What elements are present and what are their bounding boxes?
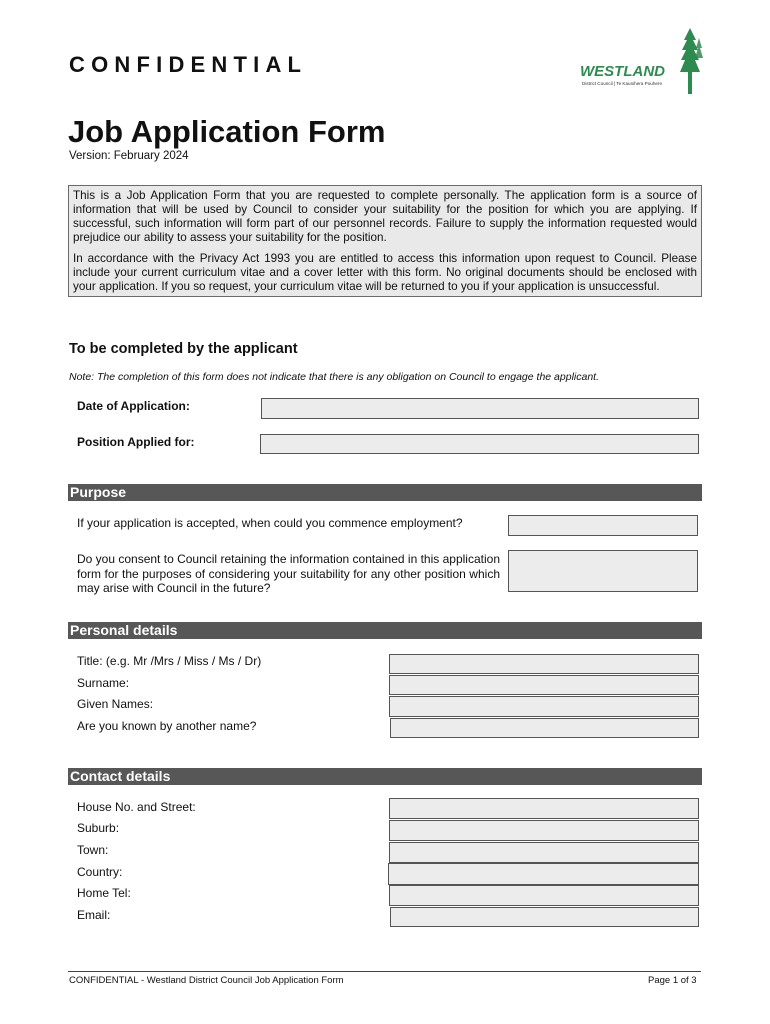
- personal-details-bar: Personal details: [68, 622, 702, 639]
- given-names-field[interactable]: [389, 696, 699, 717]
- commence-employment-field[interactable]: [508, 515, 698, 536]
- suburb-field[interactable]: [389, 820, 699, 841]
- commence-employment-label: If your application is accepted, when could you commence employment?: [77, 516, 463, 530]
- intro-paragraph-1: This is a Job Application Form that you are requested to complete personally. The application form is a source of information that will be used by Council to consider your suitability for the position for which you are applying. If successful, such information will form part of our personnel records. Failure to supply the information requested would prejudice our ability to assess your suitability for the position.: [73, 189, 697, 244]
- other-name-label: Are you known by another name?: [77, 719, 257, 733]
- tree-icon: [680, 28, 703, 94]
- street-label: House No. and Street:: [77, 800, 196, 814]
- position-applied-label: Position Applied for:: [77, 435, 195, 449]
- email-field[interactable]: [390, 907, 699, 927]
- country-label: Country:: [77, 865, 123, 879]
- email-label: Email:: [77, 908, 111, 922]
- obligation-note: Note: The completion of this form does not indicate that there is any obligation on Council to engage the applicant.: [69, 371, 599, 383]
- page-number: Page 1 of 3: [648, 975, 697, 986]
- town-label: Town:: [77, 843, 109, 857]
- country-field[interactable]: [388, 863, 699, 885]
- consent-question: Do you consent to Council retaining the information contained in this application form for the purposes of considering your suitability for any other position which may arise with Council in the future?: [77, 552, 500, 595]
- logo-tagline: District Council | Te Kaunihera Pouhere: [582, 81, 663, 86]
- date-of-application-label: Date of Application:: [77, 399, 190, 413]
- home-tel-label: Home Tel:: [77, 886, 131, 900]
- title-field[interactable]: [389, 654, 699, 674]
- surname-label: Surname:: [77, 676, 130, 690]
- street-field[interactable]: [389, 798, 699, 819]
- applicant-heading: To be completed by the applicant: [69, 341, 298, 357]
- date-of-application-field[interactable]: [261, 398, 699, 419]
- footer-title: CONFIDENTIAL - Westland District Council Job Application Form: [69, 975, 344, 986]
- confidential-heading: CONFIDENTIAL: [69, 52, 308, 77]
- position-applied-field[interactable]: [260, 434, 699, 454]
- purpose-section-bar: Purpose: [68, 484, 702, 501]
- surname-field[interactable]: [389, 675, 699, 695]
- version-text: Version: February 2024: [69, 150, 189, 162]
- title-label: Title: (e.g. Mr /Mrs / Miss / Ms / Dr): [77, 654, 262, 668]
- westland-logo: [578, 26, 708, 98]
- intro-paragraph-2: In accordance with the Privacy Act 1993 you are entitled to access this information upon request to Council. Please include your current curriculum vitae and a cover letter with this form. No original documents should be enclosed with your application. If you so request, your curriculum vitae will be returned to you if your application is unsuccessful.: [73, 252, 697, 293]
- contact-details-bar: Contact details: [68, 768, 702, 785]
- other-name-field[interactable]: [390, 718, 699, 738]
- footer-divider: [68, 971, 701, 972]
- home-tel-field[interactable]: [389, 885, 699, 906]
- suburb-label: Suburb:: [77, 821, 120, 835]
- page-title: Job Application Form: [68, 114, 386, 149]
- given-names-label: Given Names:: [77, 697, 154, 711]
- intro-box: [68, 185, 702, 297]
- logo-name: WESTLAND: [580, 63, 665, 80]
- consent-field[interactable]: [508, 550, 698, 592]
- town-field[interactable]: [389, 842, 699, 863]
